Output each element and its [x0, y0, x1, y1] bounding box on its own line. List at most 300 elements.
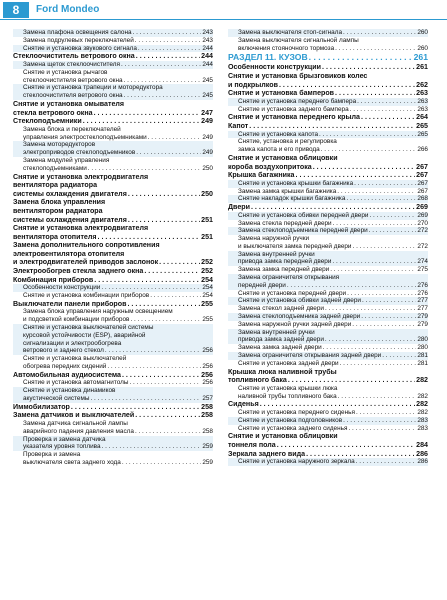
toc-leader-dots: [338, 393, 417, 401]
toc-entry[interactable]: [228, 131, 428, 139]
toc-entry-title: Снятие и установка обивки задней двери: [238, 297, 361, 305]
toc-leader-dots: [288, 376, 415, 385]
toc-leader-dots: [130, 316, 201, 324]
toc-entry[interactable]: [13, 61, 213, 69]
toc-entry[interactable]: [228, 195, 428, 203]
page-header: [0, 0, 447, 20]
toc-leader-dots: [309, 52, 413, 63]
toc-page-number: 244: [201, 52, 213, 61]
toc-entry-title: Капот: [228, 121, 249, 130]
toc-page-number: 244: [202, 44, 213, 52]
toc-entry[interactable]: [228, 385, 428, 401]
toc-entry-title: электроприводов стеклоподъемников: [23, 149, 136, 157]
book-title: Ford Mondeo: [36, 4, 100, 15]
toc-entry-title: Комбинация приборов: [13, 275, 94, 284]
toc-leader-dots: [323, 344, 417, 352]
toc-leader-dots: [340, 360, 417, 368]
toc-page-number: 256: [202, 363, 213, 371]
toc-leader-dots: [71, 403, 200, 412]
toc-entry-title: сигнализации и электрообогрева: [23, 339, 122, 347]
toc-leader-dots: [129, 379, 201, 387]
toc-page-number: 270: [417, 219, 428, 227]
toc-entry[interactable]: [13, 451, 213, 467]
toc-leader-dots: [353, 243, 417, 251]
toc-page-number: 249: [202, 133, 213, 141]
toc-entry[interactable]: [228, 344, 428, 352]
toc-entry-title: Зеркала заднего вида: [228, 449, 306, 458]
toc-entry-title: Снятие и установка крышки люка: [238, 384, 338, 392]
toc-page-number: 257: [202, 395, 213, 402]
toc-entry-title: Проверка и замена: [23, 451, 81, 459]
toc-entry[interactable]: [228, 52, 428, 63]
toc-entry[interactable]: [228, 329, 428, 345]
toc-entry[interactable]: [228, 154, 428, 171]
toc-entry-title: Замена стеклоподъемника передней двери: [238, 227, 368, 235]
toc-entry[interactable]: [13, 436, 213, 452]
toc-entry[interactable]: [228, 352, 428, 360]
toc-entry[interactable]: [13, 69, 213, 85]
toc-entry-title: аварийного падения давления масла: [23, 427, 134, 435]
toc-leader-dots: [348, 425, 416, 433]
toc-leader-dots: [350, 106, 417, 114]
toc-entry-title: вентилятора радиатора: [13, 181, 98, 190]
toc-entry-title: Замена блока управления наружным освещением: [23, 308, 173, 316]
toc-leader-dots: [279, 81, 415, 90]
toc-entry-title: курсовой устойчивости (ESP), аварийной: [23, 331, 146, 339]
toc-entry-title: Замена блока и переключателей: [23, 125, 121, 133]
toc-entry-title: и подсветкой комбинации приборов: [23, 316, 130, 324]
toc-entry-title: Выключатели панели приборов: [13, 299, 127, 308]
toc-leader-dots: [144, 267, 200, 276]
toc-page-number: 259: [202, 458, 213, 466]
toc-entry-title: и подкрылков: [228, 80, 278, 89]
toc-entry-title: стеклоочистителя ветрового окна: [23, 92, 123, 100]
toc-entry[interactable]: [228, 417, 428, 425]
toc-leader-dots: [135, 428, 201, 436]
toc-page-number: 282: [416, 400, 428, 409]
toc-entry[interactable]: [13, 355, 213, 371]
toc-leader-dots: [321, 146, 417, 154]
toc-entry[interactable]: [228, 313, 428, 321]
toc-entry[interactable]: [228, 171, 428, 180]
toc-leader-dots: [296, 171, 416, 180]
toc-entry-title: и электродвигателей приводов заслонок: [13, 258, 159, 267]
toc-leader-dots: [124, 77, 202, 85]
toc-page-number: 283: [417, 416, 428, 424]
toc-leader-dots: [90, 395, 201, 403]
toc-leader-dots: [369, 212, 416, 220]
toc-entry[interactable]: [13, 241, 213, 267]
toc-entry-title: Снятие и установка рычагов: [23, 68, 108, 76]
toc-page-number: 249: [201, 117, 213, 126]
toc-entry[interactable]: [228, 180, 428, 188]
toc-entry[interactable]: [228, 138, 428, 154]
toc-page-number: 276: [417, 289, 428, 297]
toc-leader-dots: [325, 305, 416, 313]
toc-page-number: 279: [417, 320, 428, 328]
toc-page-number: 282: [416, 376, 428, 385]
toc-entry[interactable]: [13, 117, 213, 126]
toc-leader-dots: [319, 131, 416, 139]
toc-entry[interactable]: [13, 100, 213, 117]
toc-entry-title: выключателя света заднего хода: [23, 458, 121, 466]
toc-entry-title: Снятие и установка переднего бампера: [238, 97, 357, 105]
toc-entry-title: Иммобилизатор: [13, 402, 70, 411]
toc-leader-dots: [88, 165, 202, 173]
toc-entry[interactable]: [13, 198, 213, 224]
toc-page-number: 251: [201, 215, 213, 224]
toc-leader-dots: [260, 400, 415, 409]
toc-leader-dots: [287, 282, 416, 290]
toc-leader-dots: [313, 163, 415, 172]
toc-leader-dots: [148, 134, 202, 142]
toc-entry[interactable]: [228, 266, 428, 274]
toc-entry-title: системы охлаждения двигателя: [13, 215, 127, 224]
toc-entry-title: тоннеля пола: [228, 441, 276, 449]
header-rule: [0, 19, 447, 20]
toc-entry-title: передней двери: [238, 281, 286, 289]
toc-leader-dots: [251, 203, 415, 212]
toc-entry-title: Замена стекол задней двери: [238, 305, 324, 313]
toc-entry-title: короба воздухопритока: [228, 162, 312, 171]
toc-entry[interactable]: [228, 251, 428, 267]
toc-entry[interactable]: [228, 425, 428, 433]
toc-page-number: 281: [417, 359, 428, 367]
toc-entry[interactable]: [228, 72, 428, 89]
toc-entry[interactable]: [228, 450, 428, 459]
toc-page-number: 256: [202, 347, 213, 355]
toc-leader-dots: [124, 92, 202, 100]
toc-page-number: 281: [417, 352, 428, 360]
toc-page-number: 275: [417, 266, 428, 274]
toc-entry-title: стеклоподъемниками: [23, 164, 87, 172]
toc-entry-title: Стеклоочиститель ветрового окна: [13, 52, 135, 61]
toc-page-number: 283: [417, 424, 428, 432]
toc-entry-title: Снятие и установка облицовки: [228, 432, 338, 441]
toc-page-number: 245: [202, 92, 213, 100]
toc-page-number: 284: [416, 441, 428, 449]
toc-leader-dots: [382, 352, 416, 360]
toc-entry[interactable]: [13, 141, 213, 157]
toc-page-number: 267: [416, 162, 428, 171]
toc-entry-title: вентилятором радиатора: [13, 206, 103, 215]
toc-entry-title: Снятие и установка бамперов: [228, 89, 335, 98]
toc-leader-dots: [335, 45, 416, 53]
toc-entry-title: акустической системы: [23, 395, 90, 402]
toc-entry[interactable]: [228, 368, 428, 385]
toc-page-number: 286: [417, 458, 428, 466]
toc-entry-title: Сиденья: [228, 400, 259, 409]
toc-page-number: 258: [202, 427, 213, 435]
toc-entry-title: Замена выключателя стоп-сигнала: [238, 29, 343, 36]
toc-page-number: 269: [416, 203, 428, 212]
toc-entry[interactable]: [228, 212, 428, 220]
toc-leader-dots: [354, 180, 416, 188]
toc-leader-dots: [356, 409, 416, 417]
toc-page-number: 254: [201, 275, 213, 284]
toc-page-number: 256: [201, 370, 213, 379]
toc-left-column: [13, 29, 213, 467]
toc-page-number: 274: [417, 258, 428, 266]
toc-entry[interactable]: [13, 267, 213, 276]
toc-leader-dots: [343, 417, 416, 425]
toc-entry-title: Замена внутренней ручки: [238, 250, 315, 258]
toc-entry-title: Замена плафона освещения салона: [23, 29, 132, 36]
toc-page-number: 252: [201, 267, 213, 276]
toc-entry[interactable]: [228, 360, 428, 368]
toc-entry[interactable]: [228, 113, 428, 122]
toc-entry-title: Снятие и установка переднего сиденья: [238, 409, 355, 417]
toc-page-number: 262: [416, 80, 428, 89]
toc-entry-title: Замена наружной ручки задней двери: [238, 320, 352, 328]
toc-page-number: 258: [201, 402, 213, 411]
toc-leader-dots: [322, 63, 415, 72]
toc-page-number: 244: [202, 60, 213, 68]
toc-entry-title: Двери: [228, 203, 250, 212]
toc-leader-dots: [332, 258, 416, 266]
toc-entry[interactable]: [228, 98, 428, 106]
toc-leader-dots: [306, 450, 415, 459]
toc-entry-title: Замена блока управления: [13, 198, 106, 207]
toc-entry-title: Снятие и установка передней двери: [238, 289, 347, 297]
toc-leader-dots: [150, 292, 201, 300]
toc-entry-title: Снятие и установка автомагнитолы: [23, 379, 129, 387]
toc-entry-title: Замена дополнительного сопротивления: [13, 241, 160, 250]
toc-entry[interactable]: [13, 324, 213, 355]
toc-entry-title: Снятие и установка капота: [238, 130, 319, 138]
toc-leader-dots: [128, 190, 200, 199]
toc-leader-dots: [277, 441, 415, 450]
toc-entry-title: замка капота и его привода: [238, 146, 320, 154]
toc-page-number: 280: [417, 344, 428, 352]
toc-entry[interactable]: [228, 409, 428, 417]
toc-entry[interactable]: [228, 122, 428, 131]
toc-leader-dots: [361, 113, 415, 122]
toc-entry-title: и выключателя замка передней двери: [238, 242, 352, 250]
toc-page-number: 277: [417, 297, 428, 305]
toc-entry-title: Замена стекла передней двери: [238, 219, 332, 227]
toc-page-number: 265: [416, 121, 428, 130]
toc-entry-title: стеклоочистителя ветрового окна: [23, 76, 123, 84]
toc-entry-title: вентилятора отопителя: [13, 232, 97, 241]
toc-entry[interactable]: [228, 235, 428, 251]
toc-entry-title: Замена замка передней двери: [238, 266, 330, 274]
toc-page-number: 250: [201, 189, 213, 198]
toc-entry[interactable]: [228, 106, 428, 114]
toc-page-number: 243: [202, 36, 213, 44]
toc-entry-title: Снятие и установка облицовки: [228, 153, 338, 162]
toc-page-number: 282: [417, 392, 428, 400]
toc-entry[interactable]: [13, 411, 213, 420]
toc-entry[interactable]: [13, 84, 213, 100]
toc-entry-title: обогрева передних сидений: [23, 363, 107, 371]
toc-page-number: 250: [202, 164, 213, 172]
toc-leader-dots: [343, 29, 416, 37]
toc-entry[interactable]: [228, 37, 428, 53]
toc-entry-title: Замена ограничителя открывания задней двери: [238, 352, 382, 360]
toc-page-number: 268: [417, 195, 428, 203]
toc-entry[interactable]: [228, 203, 428, 212]
toc-leader-dots: [346, 195, 416, 203]
toc-entry-title: Особенности конструкции: [23, 284, 101, 292]
toc-entry[interactable]: [13, 29, 213, 37]
toc-entry[interactable]: [13, 403, 213, 412]
toc-entry-title: Снятие и установка брызговиков колес: [228, 71, 368, 80]
toc-page-number: 260: [417, 29, 428, 36]
toc-page-number: 263: [417, 97, 428, 105]
toc-entry-title: наливной трубы топливного бака: [238, 392, 337, 400]
toc-leader-dots: [362, 297, 416, 305]
toc-leader-dots: [249, 122, 415, 131]
toc-entry-title: Замена подрулевых переключателей: [23, 36, 134, 44]
toc-entry-title: Снятие и установка переднего крыла: [228, 113, 361, 122]
toc-entry-title: Электрообогрев стекла заднего окна: [13, 267, 144, 276]
toc-entry[interactable]: [13, 308, 213, 324]
toc-entry[interactable]: [13, 420, 213, 436]
toc-page-number: 255: [201, 299, 213, 308]
toc-entry-title: топливного бака: [228, 376, 287, 385]
toc-page-number: 266: [417, 146, 428, 154]
toc-entry[interactable]: [13, 284, 213, 292]
toc-page-number: 272: [417, 227, 428, 235]
toc-page-number: 263: [416, 89, 428, 98]
toc-entry-title: Снятие и установка комбинации приборов: [23, 292, 150, 300]
toc-leader-dots: [102, 443, 202, 451]
toc-entry[interactable]: [13, 52, 213, 61]
toc-entry-title: указателя уровня топлива: [23, 443, 101, 451]
toc-entry-title: Крышка багажника: [228, 171, 295, 180]
toc-entry[interactable]: [13, 276, 213, 285]
toc-entry-title: включения стояночного тормоза: [238, 44, 335, 52]
toc-entry[interactable]: [13, 173, 213, 199]
toc-page-number: 276: [417, 281, 428, 289]
toc-entry-title: Снятие и установка заднего бампера: [238, 105, 349, 113]
toc-page-number: 267: [416, 171, 428, 180]
toc-page-number: 267: [417, 187, 428, 195]
toc-entry-title: Снятие, установка и регулировка: [238, 138, 337, 146]
toc-leader-dots: [361, 313, 416, 321]
toc-page-number: 272: [417, 242, 428, 250]
toc-page-number: 282: [417, 409, 428, 417]
toc-entry[interactable]: [228, 400, 428, 409]
toc-leader-dots: [369, 227, 417, 235]
toc-entry-title: Снятие и установка динамиков: [23, 387, 116, 395]
toc-entry[interactable]: [13, 45, 213, 53]
toc-leader-dots: [135, 411, 200, 420]
toc-entry-title: Стеклоподъемники: [13, 117, 82, 126]
toc-entry-title: Снятие и установка выключателей системы: [23, 324, 154, 332]
toc-entry-title: Замена датчиков и выключателей: [13, 411, 135, 420]
toc-entry-title: Замена внутренней ручки: [238, 328, 315, 336]
toc-page-number: 279: [417, 313, 428, 321]
toc-entry[interactable]: [228, 432, 428, 449]
toc-leader-dots: [83, 117, 200, 126]
toc-entry-title: Снятие и установка выключателей: [23, 355, 127, 363]
toc-entry-title: Замена датчика сигнальной лампы: [23, 419, 128, 427]
toc-page-number: 260: [417, 44, 428, 52]
toc-page-number: 265: [417, 130, 428, 138]
toc-entry[interactable]: [13, 379, 213, 387]
toc-entry-title: Снятие накладок крышки багажника: [238, 195, 346, 203]
toc-page-number: 249: [202, 149, 213, 157]
toc-leader-dots: [335, 89, 415, 98]
toc-leader-dots: [128, 216, 200, 225]
toc-entry-title: Замена стеклоподъемника задней двери: [238, 313, 361, 321]
toc-page-number: 259: [202, 443, 213, 451]
toc-page-number: 243: [202, 29, 213, 36]
toc-leader-dots: [352, 321, 416, 329]
toc-entry-title: Крышка люка наливной трубы: [228, 367, 337, 376]
toc-leader-dots: [325, 336, 416, 344]
toc-entry[interactable]: [228, 458, 428, 466]
toc-entry-title: Снятие и установка наружного зеркала: [238, 458, 355, 466]
toc-entry[interactable]: [13, 371, 213, 380]
toc-entry[interactable]: [228, 89, 428, 98]
toc-page-number: 264: [416, 113, 428, 122]
toc-entry-title: ветрового и заднего стекол: [23, 347, 104, 355]
toc-leader-dots: [121, 61, 201, 69]
toc-entry-title: Снятие и установка задней двери: [238, 359, 339, 367]
toc-page-number: 269: [417, 211, 428, 219]
toc-entry-title: привода замка передней двери: [238, 258, 332, 266]
page-number: 8: [3, 2, 29, 18]
toc-entry-title: Замена модулей управления: [23, 156, 110, 164]
toc-entry[interactable]: [13, 387, 213, 403]
toc-entry[interactable]: [228, 227, 428, 235]
toc-entry[interactable]: [228, 274, 428, 290]
toc-entry-title: Снятие и установка крышки багажника: [238, 179, 354, 187]
toc-entry[interactable]: [13, 126, 213, 142]
toc-entry-title: Снятие и установка заднего сиденья: [238, 424, 348, 432]
toc-entry[interactable]: [13, 157, 213, 173]
toc-entry-title: управления электростеклоподъемниками: [23, 133, 147, 141]
toc-entry-title: Замена моторедукторов: [23, 141, 96, 149]
toc-page-number: 254: [202, 284, 213, 292]
toc-page-number: 267: [417, 179, 428, 187]
toc-page-number: 255: [202, 316, 213, 324]
toc-page-number: 280: [417, 336, 428, 344]
toc-page-number: 251: [201, 232, 213, 241]
toc-entry-title: Снятие и установка электродвигателя: [13, 172, 149, 181]
toc-page-number: 247: [201, 108, 213, 117]
toc-leader-dots: [136, 149, 201, 157]
toc-entry[interactable]: [13, 37, 213, 45]
toc-leader-dots: [122, 371, 200, 380]
toc-entry-title: Снятие и установка обивки передней двери: [238, 211, 369, 219]
toc-entry[interactable]: [13, 292, 213, 300]
toc-entry[interactable]: [13, 224, 213, 241]
toc-page-number: 245: [202, 76, 213, 84]
toc-leader-dots: [356, 458, 417, 466]
toc-leader-dots: [101, 284, 201, 292]
toc-leader-dots: [98, 233, 201, 242]
toc-entry[interactable]: [228, 305, 428, 313]
toc-entry-title: Замена ограничителя открывания: [238, 274, 340, 282]
toc-page-number: 261: [416, 63, 428, 72]
toc-page-number: 252: [201, 258, 213, 267]
toc-entry-title: Замена замка задней двери: [238, 344, 322, 352]
toc-leader-dots: [135, 37, 202, 45]
toc-entry-title: Замена наружной ручки: [238, 235, 310, 243]
toc-leader-dots: [330, 266, 416, 274]
toc-leader-dots: [122, 459, 202, 467]
toc-page-number: 256: [202, 379, 213, 387]
toc-entry[interactable]: [228, 63, 428, 72]
toc-entry[interactable]: [228, 321, 428, 329]
toc-entry-title: РАЗДЕЛ 11. КУЗОВ: [228, 52, 308, 63]
toc-leader-dots: [136, 52, 200, 61]
toc-entry[interactable]: [228, 29, 428, 37]
